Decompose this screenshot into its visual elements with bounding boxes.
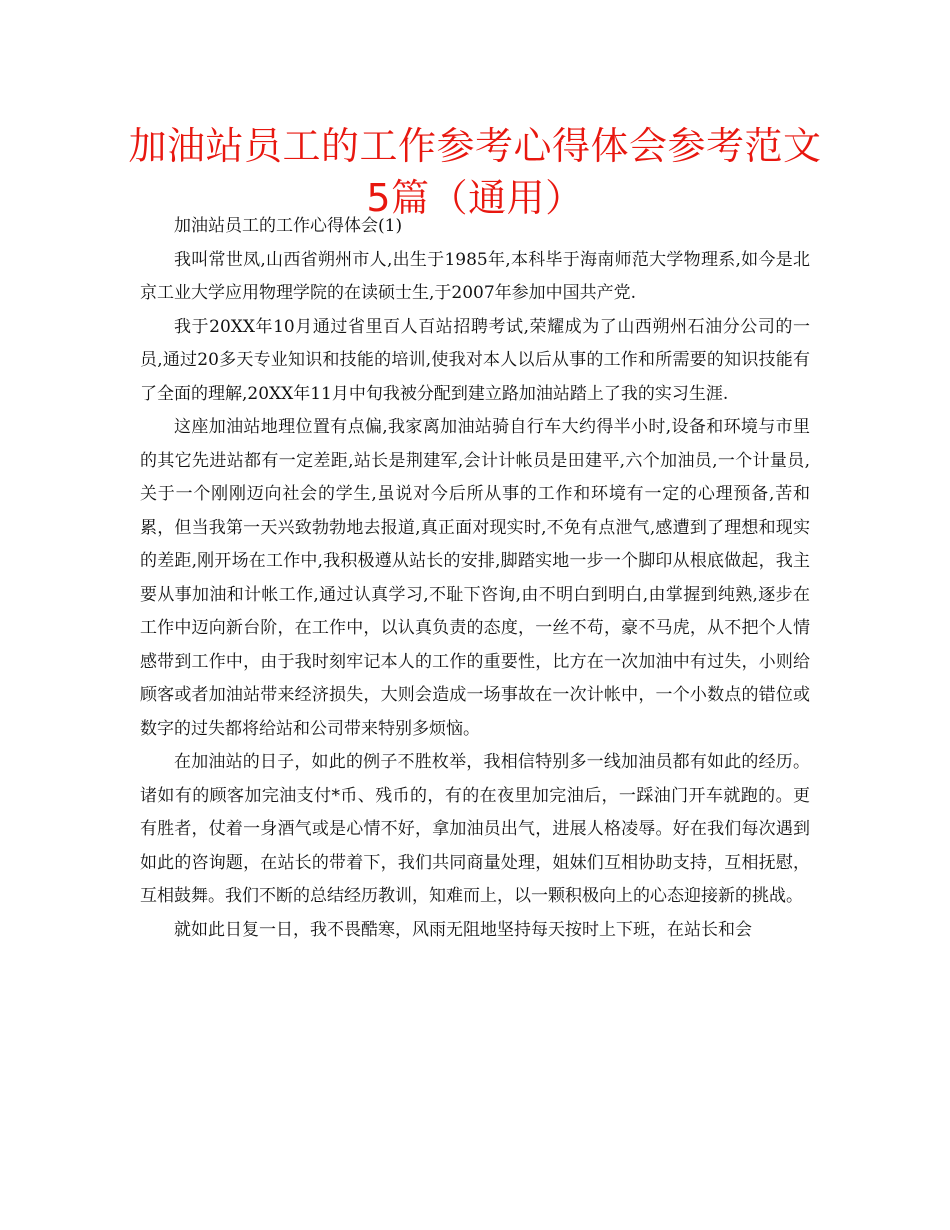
paragraph: 在加油站的日子，如此的例子不胜枚举，我相信特别多一线加油员都有如此的经历。诸如有的顾客加完油支付*币、残币的，有的在夜里加完油后，一踩油门开车就跑的。更有胜者，仗着一身酒气或是心情不好，拿加油员出气，进展人格凌辱。好在我们每次遇到如此的咨询题，在站长的带着下，我们共同商量处理，姐妹们互相协助支持，互相抚慰，互相鼓舞。我们不断的总结经历教训，知难而上，以一颗积极向上的心态迎接新的挑战。 — [140, 752, 810, 906]
document-subtitle: 加油站员工的工作心得体会(1) — [174, 216, 403, 236]
paragraph: 我于20XX年10月通过省里百人百站招聘考试,荣耀成为了山西朔州石油分公司的一员,通过20多天专业知识和技能的培训,使我对本人以后从事的工作和所需要的知识技能有了全面的理解,20XX年11月中旬我被分配到建立路加油站踏上了我的实习生涯. — [140, 316, 810, 404]
paragraph: 就如此日复一日，我不畏酷寒，风雨无阻地坚持每天按时上下班，在站长和会 — [174, 919, 752, 940]
document-body — [140, 210, 810, 947]
paragraph: 这座加油站地理位置有点偏,我家离加油站骑自行车大约得半小时,设备和环境与市里的其它先进站都有一定差距,站长是荆建军,会计计帐员是田建平,六个加油员,一个计量员,关于一个刚刚迈向社会的学生,虽说对今后所从事的工作和环境有一定的心理预备,苦和累，但当我第一天兴致勃勃地去报道,真正面对现实时,不免有点泄气,感遭到了理想和现实的差距,刚开场在工作中,我积极遵从站长的安排,脚踏实地一步一个脚印从根底做起，我主要从事加油和计帐工作,通过认真学习,不耻下咨询,由不明白到明白,由掌握到纯熟,逐步在工作中迈向新台阶，在工作中，以认真负责的态度，一丝不苟，豪不马虎，从不把个人情感带到工作中，由于我时刻牢记本人的工作的重要性，比方在一次加油中有过失，小则给顾客或者加油站带来经济损失，大则会造成一场事故在一次计帐中，一个小数点的错位或数字的过失都将给站和公司带来特别多烦恼。 — [140, 417, 810, 739]
paragraph: 我叫常世凤,山西省朔州市人,出生于1985年,本科毕于海南师范大学物理系,如今是北京工业大学应用物理学院的在读硕士生,于2007年参加中国共产党. — [140, 249, 810, 303]
document-title: 加油站员工的工作参考心得体会参考范文5篇（通用） — [128, 124, 822, 220]
